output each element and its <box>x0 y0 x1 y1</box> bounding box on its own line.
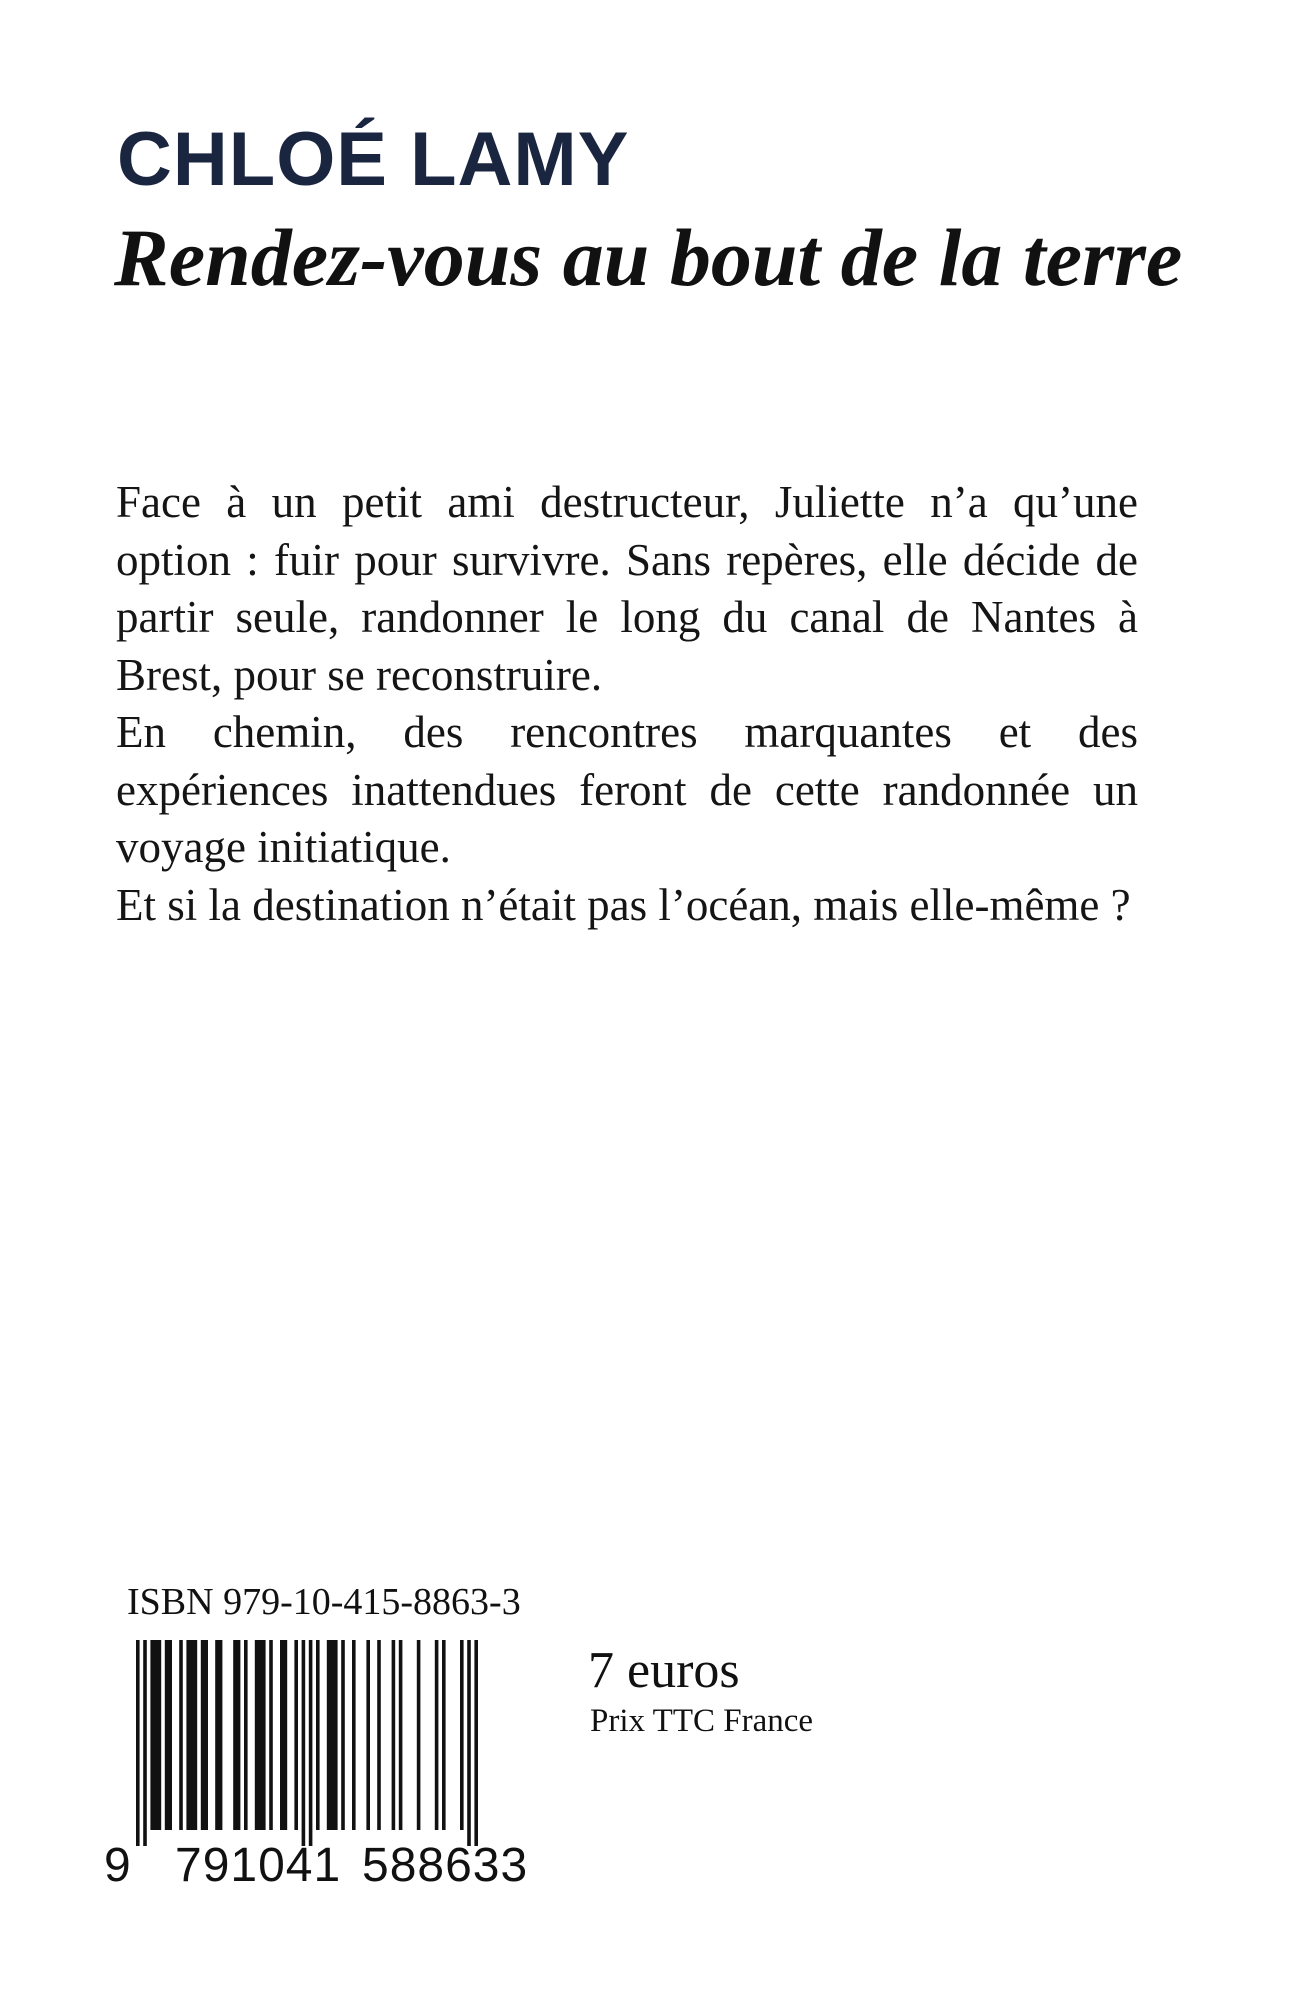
barcode-bar <box>392 1640 396 1830</box>
blurb-paragraph-2: En chemin, des rencontres marquantes et des expériences inattendues feront de cette randonnée un voyage initiatique. <box>116 707 1138 872</box>
barcode-bar <box>309 1640 313 1846</box>
barcode-bar <box>341 1640 345 1830</box>
barcode <box>100 1640 550 1900</box>
barcode-bar <box>244 1640 248 1830</box>
barcode-bar <box>150 1640 161 1830</box>
isbn-label: ISBN 979-10-415-8863-3 <box>127 1581 521 1623</box>
barcode-bars <box>100 1640 550 1850</box>
barcode-bar <box>143 1640 147 1846</box>
barcode-bar <box>269 1640 273 1830</box>
barcode-bar <box>255 1640 266 1830</box>
author-name: CHLOÉ LAMY <box>117 117 630 202</box>
barcode-bar <box>442 1640 446 1830</box>
barcode-bar <box>377 1640 381 1830</box>
price: 7 euros <box>588 1642 740 1699</box>
barcode-first-digit: 9 <box>104 1839 131 1892</box>
barcode-bar <box>233 1640 240 1830</box>
barcode-bar <box>352 1640 356 1830</box>
barcode-bar <box>399 1640 403 1830</box>
barcode-bar <box>467 1640 471 1846</box>
barcode-bar <box>165 1640 172 1830</box>
barcode-bar <box>366 1640 370 1830</box>
barcode-bar <box>294 1640 298 1830</box>
barcode-bar <box>186 1640 197 1830</box>
barcode-bar <box>136 1640 140 1846</box>
blurb-paragraph-1: Face à un petit ami destructeur, Juliette n’a qu’une option : fuir pour survivre. Sans repères, elle décide de partir seule, randonner le long du canal de Nantes à Brest, pour se reconstruire. <box>116 477 1138 700</box>
blurb-paragraph-3: Et si la destination n’était pas l’océan, mais elle-même ? <box>116 879 1131 930</box>
barcode-bar <box>201 1640 208 1830</box>
barcode-bar <box>179 1640 183 1830</box>
barcode-left-digits: 791041 <box>175 1839 342 1892</box>
barcode-bar <box>327 1640 338 1830</box>
barcode-bar <box>215 1640 222 1830</box>
barcode-bar <box>302 1640 306 1846</box>
barcode-bar <box>316 1640 320 1830</box>
barcode-bar <box>417 1640 421 1830</box>
barcode-bar <box>280 1640 287 1830</box>
price-note: Prix TTC France <box>590 1703 814 1739</box>
barcode-bar <box>474 1640 478 1846</box>
barcode-bar <box>435 1640 439 1830</box>
back-cover-blurb <box>116 474 1138 934</box>
barcode-bar <box>460 1640 464 1830</box>
barcode-right-digits: 588633 <box>362 1839 529 1892</box>
book-title: Rendez-vous au bout de la terre <box>114 212 1183 303</box>
